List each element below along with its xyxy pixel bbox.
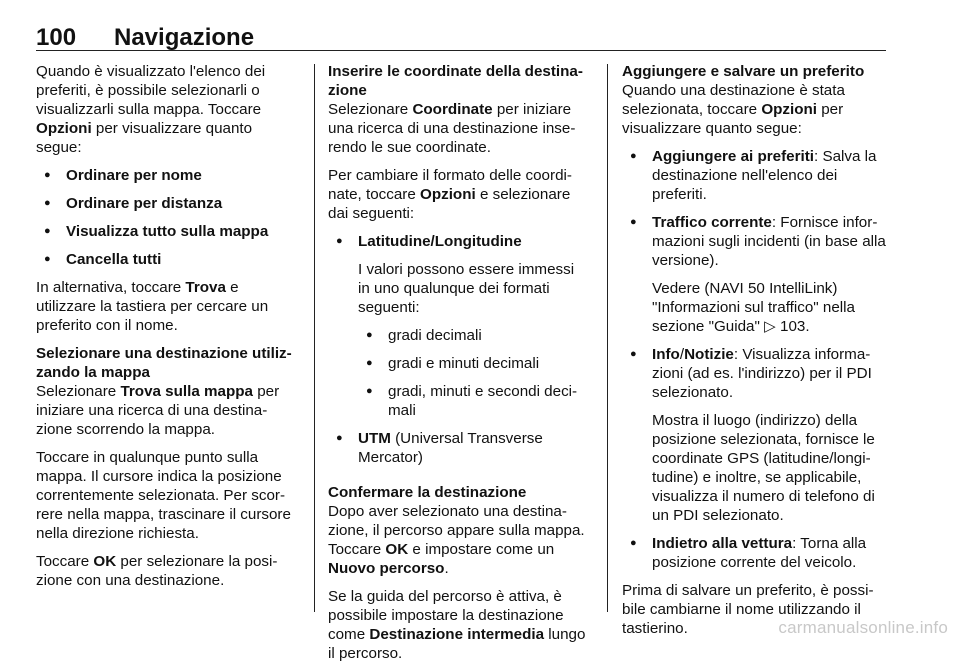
watermark: carmanualsonline.info <box>778 618 948 637</box>
tap-map-paragraph: Toccare in qualunque punto sulla mappa. Il cursore indica la posizione correntemente selezionata. Per scorrere nella mappa, trascinare il cursore nella direzione richiesta. <box>36 449 291 542</box>
ok-paragraph <box>36 552 298 590</box>
section-title-confirm: Confermare la destinazione <box>328 484 527 501</box>
destination-options-list <box>622 147 888 572</box>
text: e impostare come un <box>408 541 555 558</box>
list-item: ● Ordinare per distanza <box>36 194 298 213</box>
text: : Salva la destinazione nell'elenco dei preferiti. <box>652 148 877 203</box>
map-select-paragraph <box>36 382 298 439</box>
list-item: ● gradi, minuti e secondi decimali <box>358 382 590 420</box>
ok-term: OK <box>385 541 409 558</box>
guidance-paragraph <box>328 587 590 663</box>
text: Quando è visualizzato l'elenco dei preferiti, è possibile selezionarli o visualizzarli sulla mappa. Toccare <box>36 63 266 118</box>
text: Per cambiare il formato delle coordinate, toccare <box>328 167 572 203</box>
page-title: Navigazione <box>114 24 255 51</box>
text: e utilizzare la tastiera per cercare un preferito con il nome. <box>36 279 269 334</box>
text: : Fornisce informazioni sugli incidenti (in base alla versione). <box>652 214 886 269</box>
list-item-info <box>622 345 888 525</box>
info-detail: Mostra il luogo (indirizzo) della posizione selezionata, fornisce le coordinate GPS (latitudine/longitudine) e inoltre, se applicabile, visualizza il numero di telefono di un PDI selezionato. <box>652 412 875 524</box>
latlon-formats-list <box>358 326 590 420</box>
options-term: Opzioni <box>420 186 476 203</box>
format-paragraph <box>328 166 590 223</box>
text: Quando una destinazione è stata selezionata, toccare <box>622 82 845 118</box>
text: / <box>679 346 685 363</box>
rename-paragraph: Prima di salvare un preferito, è possibile cambiarne il nome utilizzando il tastierino. <box>622 582 874 637</box>
column-1 <box>36 62 298 599</box>
section-title-map: Selezionare una destinazione utilizzando la mappa <box>36 345 292 381</box>
utm-term: UTM <box>358 430 391 447</box>
header-rule <box>36 50 886 51</box>
text: lungo il percorso. <box>328 626 586 662</box>
text: per iniziare una ricerca di una destinazione scorrendo la mappa. <box>36 383 280 438</box>
text: per selezionare la posizione con una destinazione. <box>36 553 278 589</box>
list-item-back-to-car <box>622 534 888 572</box>
column-divider-1 <box>314 64 315 612</box>
favorites-intro <box>36 62 298 157</box>
find-on-map-term: Trova sulla mappa <box>120 383 253 400</box>
page-reference: 103. <box>775 318 810 335</box>
find-term: Trova <box>185 279 226 296</box>
options-term: Opzioni <box>761 101 817 118</box>
confirm-paragraph <box>328 502 590 578</box>
text: per visualizzare quanto segue: <box>622 101 844 137</box>
coordinate-format-list <box>328 232 590 467</box>
alternative-paragraph <box>36 278 298 335</box>
favorite-intro <box>622 81 888 138</box>
text: per iniziare una ricerca di una destinazione inserendo le sue coordinate. <box>328 101 576 156</box>
column-2 <box>328 62 590 672</box>
text: (Universal Transverse Mercator) <box>358 430 543 466</box>
text: : Visualizza informazioni (ad es. l'indirizzo) per il PDI selezionato. <box>652 346 872 401</box>
latlon-desc: I valori possono essere immessi in uno qualunque dei formati seguenti: <box>358 261 575 316</box>
back-to-car-term: Indietro alla vettura <box>652 535 793 552</box>
list-item-add-favorite <box>622 147 888 204</box>
text: In alternativa, toccare <box>36 279 186 296</box>
options-term: Opzioni <box>36 120 92 137</box>
list-item: ● Visualizza tutto sulla mappa <box>36 222 298 241</box>
news-term: Notizie <box>684 346 734 363</box>
text: Selezionare <box>36 383 121 400</box>
text: Toccare <box>36 553 94 570</box>
column-3 <box>622 62 888 647</box>
favorites-options-list <box>36 166 298 269</box>
text: e selezionare dai seguenti: <box>328 186 571 222</box>
add-favorite-term: Aggiungere ai preferiti <box>652 148 815 165</box>
text: : Torna alla posizione corrente del veicolo. <box>652 535 867 571</box>
text: Se la guida del percorso è attiva, è possibile impostare la destinazione come <box>328 588 564 643</box>
list-item: ● Ordinare per nome <box>36 166 298 185</box>
traffic-reference <box>652 279 888 336</box>
list-item: ● gradi decimali <box>358 326 590 345</box>
list-item-traffic <box>622 213 888 336</box>
list-item-latlon <box>328 232 590 420</box>
coordinates-paragraph <box>328 100 590 157</box>
coordinates-term: Coordinate <box>412 101 493 118</box>
ok-term: OK <box>93 553 117 570</box>
list-item: ● gradi e minuti decimali <box>358 354 590 373</box>
list-item-utm <box>328 429 590 467</box>
page-reference-icon: ▷ <box>764 318 776 335</box>
traffic-term: Traffico corrente <box>652 214 772 231</box>
section-title-favorite: Aggiungere e salvare un preferito <box>622 63 865 80</box>
page-header <box>36 18 886 58</box>
new-route-term: Nuovo percorso <box>328 560 445 577</box>
column-divider-2 <box>607 64 608 612</box>
text: Dopo aver selezionato una destinazione, il percorso appare sulla mappa. Toccare <box>328 503 585 558</box>
text: Vedere (NAVI 50 IntelliLink) "Informazioni sul traffico" nella sezione "Guida" <box>652 280 855 335</box>
page-number: 100 <box>36 24 77 51</box>
latlon-term: Latitudine/Longitudine <box>358 233 522 250</box>
list-item: ● Cancella tutti <box>36 250 298 269</box>
info-term: Info <box>652 346 680 363</box>
text: per visualizzare quanto segue: <box>36 120 253 156</box>
text: . <box>444 560 449 577</box>
section-title-coordinates: Inserire le coordinate della destinazione <box>328 63 583 99</box>
intermediate-destination-term: Destinazione intermedia <box>369 626 545 643</box>
text: Selezionare <box>328 101 413 118</box>
